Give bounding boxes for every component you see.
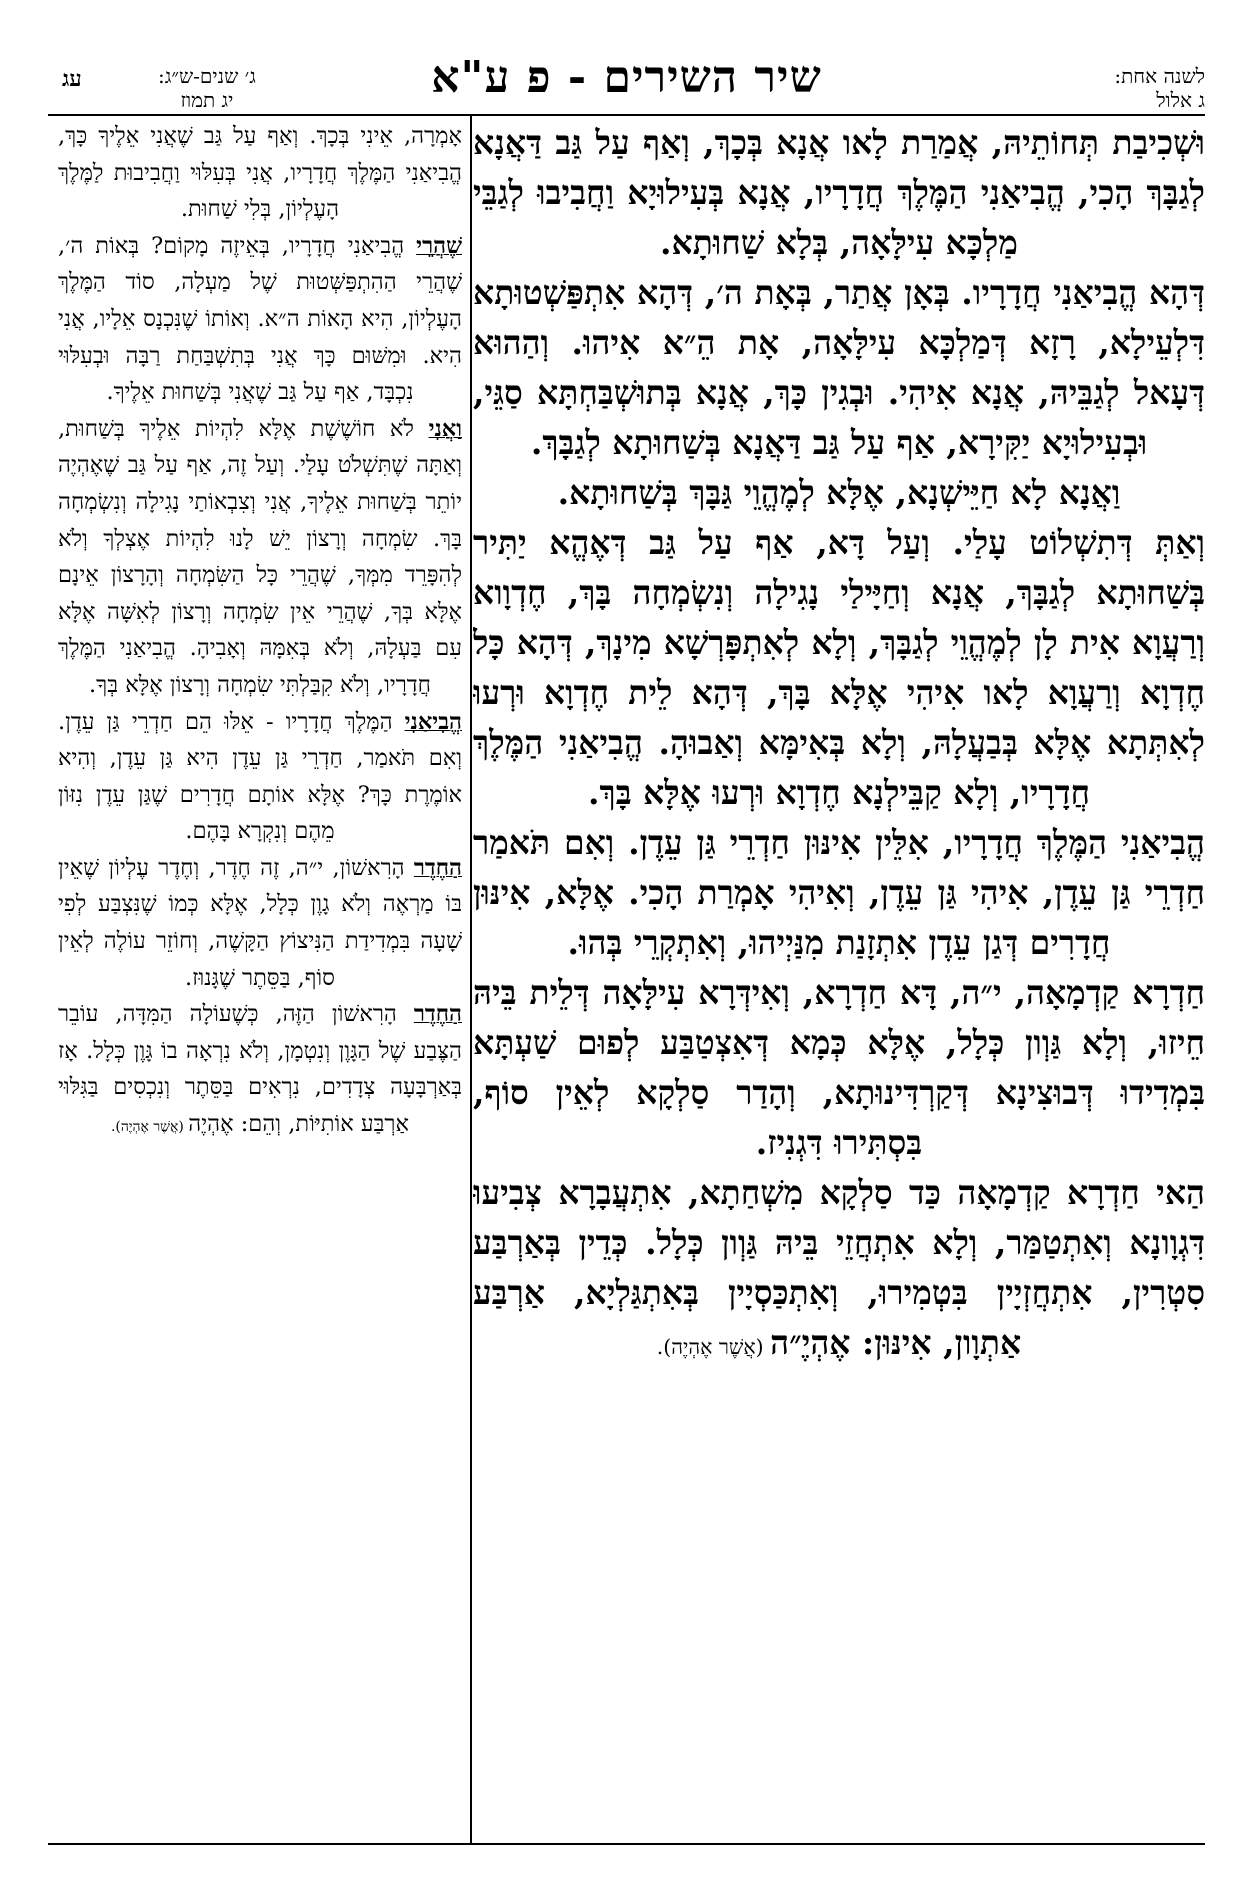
header-right-line2: ג אלול (1156, 88, 1205, 112)
paragraph-lead-word: הֱבִיאַנִי (404, 708, 462, 735)
paragraph-lead-word: הַחֶדֶר (413, 1001, 462, 1028)
footer-rule (48, 1843, 1205, 1845)
header-right-line1: לשנה אחת: (1114, 64, 1205, 88)
main-paragraph (473, 968, 1205, 1168)
paragraph-text: וְאַתְּ דְּתִשְׁלוֹט עָלַי. וְעַל דָּא, אַף עַל גַּב דְּאֶהֱא יַתִּיר בְּשַׁחוּתָא לְגַבָּךְ, אֲנָא וְחַיָּילַי נָגִילָה וְנִשְׂמְחָה בָּךְ, חֶדְוָוא וְרַעֲוָא אִית לָן לְמֶהֱוֵי לְגַבָּךְ, וְלָא לְאִתְפָּרְשָׁא מִינָךְ, דְּהָא כָּל חֶדְוָא וְרַעֲוָא לָאו אִיהִי אֶלָּא בָּךְ, דְּהָא לֵית חֶדְוָא וּרְעוּ לְאִתְּתָא אֶלָּא בְּבַעֲלָהּ, וְלָא בְּאִימָּא וְאַבוּהָ. הֱבִיאַנִי הַמֶּלֶךְ חֲדָרָיו, וְלָא קַבֵּילְנָא חֶדְוָא וּרְעוּ אֶלָּא בָּךְ. (473, 523, 1205, 812)
main-paragraph (473, 1168, 1205, 1372)
side-paragraph (58, 411, 462, 704)
side-paragraph (58, 228, 462, 411)
paragraph-text: הַמֶּלֶךְ חֲדָרָיו - אֵלּוּ הֵם חַדְרֵי גַּן עֵדֶן. וְאִם תֹּאמַר, חַדְרֵי גַּן עֵדֶן הִיא גַּן עֵדֶן, וְהִיא אוֹמֶרֶת כָּךְ? אֶלָּא אוֹתָם חֲדָרִים שֶׁגַּן עֵדֶן נִזּוֹן מֵהֶם וְנִקְרָא בָּהֶם. (58, 708, 462, 845)
paragraph-text: דְּהָא הֱבִיאַנִי חֲדָרָיו. בְּאָן אֲתַר, בְּאָת ה׳, דְּהָא אִתְפַּשְׁטוּתָא דִּלְעֵילָא, רָזָא דְּמַלְכָּא עִילָּאָה, אָת הֵ״א אִיהוּ. וְהַהוּא דְּעָאל לְגַבֵּיהּ, אֲנָא אִיהִי. וּבְגִין כָּךְ, אֲנָא בְּתוּשְׁבַּחְתָּא סַגֵּי, וּבְעִילוּיָא יַקִּירָא, אַף עַל גַּב דַּאֲנָא בְּשַׁחוּתָא לְגַבָּךְ. (473, 273, 1205, 462)
paragraph-text: הֱבִיאַנִי חֲדָרָיו, בְּאֵיזֶה מָקוֹם? בְּאוֹת ה׳, שֶׁהֲרֵי הַהִתְפַּשְּׁטוּת שֶׁל מַעְלָה, סוֹד הַמֶּלֶךְ הָעֶלְיוֹן, הִיא הָאוֹת ה״א. וְאוֹתוֹ שֶׁנִּכְנָס אֵלָיו, אֲנִי הִיא. וּמִשּׁוּם כָּךְ אֲנִי בְּתִשְׁבַּחַת רַבָּה וּבְעִלּוּי נִכְבָּד, אַף עַל גַּב שֶׁאֲנִי בְּשַׁחוּת אֵלֶיךָ. (58, 232, 462, 406)
page-number: עג (62, 66, 82, 92)
main-paragraph (473, 118, 1205, 268)
paragraph-lead-word: הַחֶדֶר (413, 854, 462, 881)
column-divider (470, 116, 472, 1843)
main-text-column (473, 118, 1205, 1840)
paragraph-text: הָרִאשׁוֹן, י״ה, זֶה חֶדֶר, וְחֶדֶר עֶלְיוֹן שֶׁאֵין בּוֹ מַרְאֶה וְלֹא גָוֶן כְּלָל, אֶלָּא כְּמוֹ שֶׁנִּצְבַּע לְפִי שָׁעָה בִּמְדִידַת הַנִּיצוֹץ הַקָּשֶׁה, וְחוֹזֵר עוֹלֶה לְאֵין סוֹף, בַּסֵּתֶר שֶׁגָּנוּז. (58, 854, 462, 991)
running-header (48, 52, 1205, 112)
paragraph-text: הַאי חַדְרָא קַדְמָאָה כַּד סַלְקָא מִשְׁחַתָא, אִתְעֲבָרָא צְבִיעוּ דִּגְוָונָא וְאִתְטַמַּר, וְלָא אִתְחֲזֵי בֵּיהּ גַּוְון כְּלָל. כְּדֵין בְּאַרְבַּע סִטְרִין, אִתְחֲזְיָין בִּטְמִירוּ, וְאִתְכַּסְיָין בְּאִתְגַּלְיָא, אַרְבַּע אַתְוָון, אִינּוּן: אֶהְיֶ״ה (473, 1173, 1205, 1362)
main-paragraph (473, 468, 1205, 518)
header-mid-line2: יג תמוז (180, 88, 234, 112)
page-title: שיר השירים - פ ע"א (431, 52, 822, 103)
paragraph-lead-word: שֶׁהֲרֵי (416, 232, 462, 259)
translation-column (58, 118, 462, 1840)
paragraph-text: הָרִאשׁוֹן הַזֶּה, כְּשֶׁעוֹלָה הַמִּדָּה, עוֹבֵר הַצֶּבַע שֶׁל הַגָּוֶן וְנִטְמָן, וְלֹא נִרְאָה בוֹ גָּוֶן כְּלָל. אָז בְּאַרְבָּעָה צְדָדִים, נִרְאִים בַּסֵּתֶר וְנִכְסִים בַּגִּלּוּי אַרְבַּע אוֹתִיּוֹת, וְהֵם: אֶהְיֶה (58, 1001, 462, 1138)
side-paragraph (58, 850, 462, 996)
paragraph-note: (אֲשֶׁר אֶהְיֶה). (110, 1119, 189, 1136)
paragraph-text: וּשְׁכִיבַת תְּחוֹתֵיהּ, אֲמַרַת לָאו אֲנָא בְּכָךְ, וְאַף עַל גַּב דַּאֲנָא לְגַבָּךְ הָכִי, הֱבִיאַנִי הַמֶּלֶךְ חֲדָרָיו, אֲנָא בְּעִילוּיָא וַחֲבִיבוּ לְגַבֵּי מַלְכָּא עִילָּאָה, בְּלָא שַׁחוּתָא. (473, 123, 1205, 262)
header-mid-line1: ג׳ שנים-ש״ג: (158, 64, 256, 88)
main-paragraph (473, 518, 1205, 818)
paragraph-text: הֱבִיאַנִי הַמֶּלֶךְ חֲדָרָיו, אִלֵּין אִינּוּן חַדְרֵי גַּן עֵדֶן. וְאִם תֹּאמַר חַדְרֵי גַּן עֵדֶן, אִיהִי גַּן עֵדֶן, וְאִיהִי אָמְרַת הָכִי. אֶלָּא, אִינּוּן חֲדָרִים דְּגַן עֵדֶן אִתְזָנַת מִנַּיְיהוּ, וְאִתְקְרֵי בְּהוּ. (473, 823, 1205, 962)
side-paragraph (58, 996, 462, 1145)
paragraph-text: וַאֲנָא לָא חַיֵּישְׁנָא, אֶלָּא לְמֶהֱוֵי גַּבָּךְ בְּשַׁחוּתָא. (557, 473, 1121, 512)
header-rule (48, 114, 1205, 116)
side-paragraph (58, 704, 462, 850)
paragraph-text: אָמְרָה, אֵינִי בְּכָךְ. וְאַף עַל גַּב שֶׁאֲנִי אֵלֶיךָ כָּךְ, הֱבִיאַנִי הַמֶּלֶךְ חֲדָרָיו, אֲנִי בְּעִלּוּי וַחֲבִיבוּת לַמֶּלֶךְ הָעֶלְיוֹן, בְּלִי שַׁחוּת. (58, 123, 462, 223)
main-paragraph (473, 818, 1205, 968)
paragraph-note: (אֲשֶׁר אֶהְיֶה). (656, 1335, 771, 1359)
main-paragraph (473, 268, 1205, 468)
paragraph-lead-word: וַאֲנִי (428, 415, 462, 442)
paragraph-text: לֹא חוֹשֶׁשֶׁת אֶלָּא לִהְיוֹת אֵלֶיךָ בְּשַׁחוּת, וְאַתָּה שֶׁתִּשְׁלֹט עָלַי. וְעַל זֶה, אַף עַל גַּב שֶׁאֶהְיֶה יוֹתֵר בְּשַׁחוּת אֵלֶיךָ, אֲנִי וְצִבְאוֹתַי נָגִילָה וְנִשְׂמְחָה בָּךְ. שִׂמְחָה וְרָצוֹן יֵשׁ לָנוּ לִהְיוֹת אֶצְלְךָ וְלֹא לְהִפָּרֵד מִמְּךָ, שֶׁהֲרֵי כָּל הַשִּׂמְחָה וְהָרָצוֹן אֵינָם אֶלָּא בְּךָ, שֶׁהֲרֵי אֵין שִׂמְחָה וְרָצוֹן לְאִשָּׁה אֶלָּא עִם בַּעְלָהּ, וְלֹא בְּאִמָּהּ וְאָבִיהָ. הֱבִיאַנִי הַמֶּלֶךְ חֲדָרָיו, וְלֹא קִבַּלְתִּי שִׂמְחָה וְרָצוֹן אֶלָּא בְּךָ. (58, 415, 462, 698)
paragraph-text: חַדְרָא קַדְמָאָה, י״ה, דָּא חַדְרָא, וְאִידְּרָא עִילָּאָה דְּלֵית בֵּיהּ חֵיזוּ, וְלָא גַּוְון כְּלָל, אֶלָּא כְּמָא דְּאִצְטַבַּע לְפוּם שַׁעְתָּא בִּמְדִידוּ דְּבוּצִינָא דְּקַרְדִּינוּתָא, וְהָדַר סַלְקָא לְאֵין סוֹף, בִּסְתִּירוּ דִּגְנִיז. (473, 973, 1205, 1162)
side-paragraph (58, 118, 462, 228)
header-schedule-three-years (158, 64, 256, 112)
